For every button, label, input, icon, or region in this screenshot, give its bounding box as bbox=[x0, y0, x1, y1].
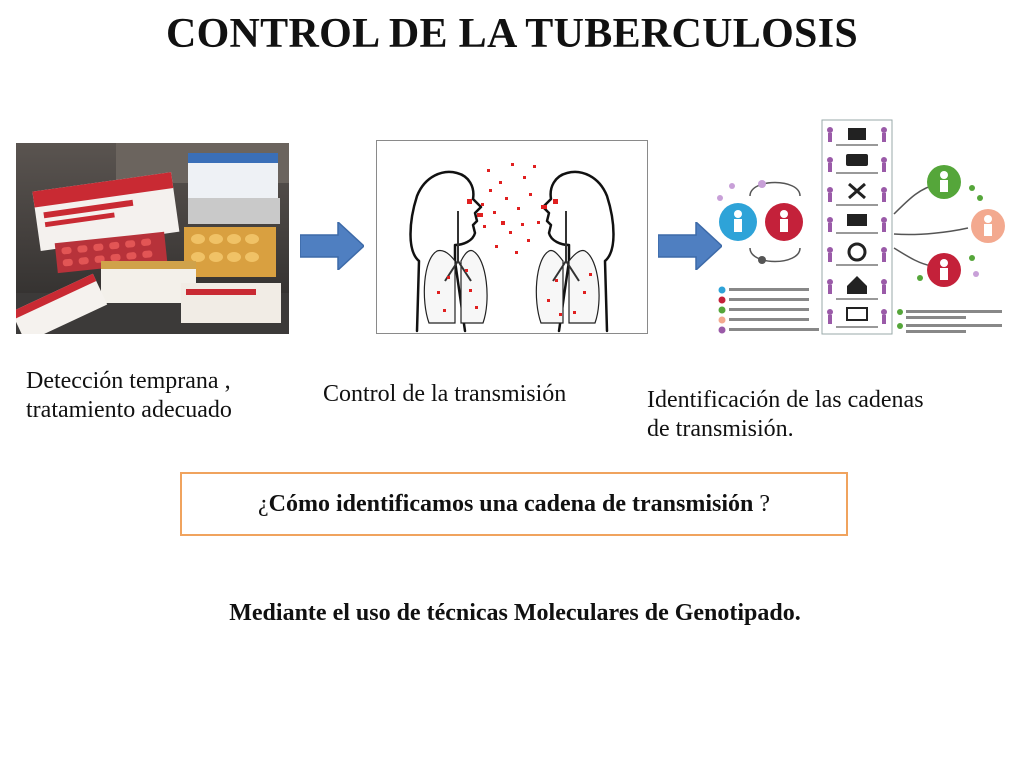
transmission-chain-icon bbox=[710, 118, 1010, 340]
pill-boxes-icon bbox=[16, 143, 289, 334]
transmission-illustration bbox=[376, 140, 648, 334]
caption-chains-line2: de transmisión. bbox=[647, 416, 794, 442]
question-bold: Cómo identificamos una cadena de transmisión bbox=[268, 491, 754, 517]
answer-text: Mediante el uso de técnicas Moleculares de Genotipado. bbox=[229, 600, 801, 626]
two-heads-lungs-icon bbox=[377, 141, 647, 333]
transmission-chain-diagram bbox=[710, 118, 1010, 340]
question-box bbox=[180, 472, 848, 536]
caption-transmission-control: Control de la transmisión bbox=[323, 381, 567, 407]
question-suffix: ? bbox=[753, 491, 770, 517]
caption-early-detection-line1: Detección temprana , bbox=[26, 368, 231, 394]
medication-photo bbox=[16, 143, 289, 334]
caption-early-detection bbox=[26, 367, 316, 425]
arrow-right-icon bbox=[300, 222, 364, 270]
question-prefix: ¿ bbox=[258, 491, 269, 517]
caption-early-detection-line2: tratamiento adecuado bbox=[26, 397, 232, 423]
caption-chains-line1: Identificación de las cadenas bbox=[647, 387, 924, 413]
slide-title: CONTROL DE LA TUBERCULOSIS bbox=[165, 11, 859, 57]
question-text bbox=[182, 491, 846, 518]
caption-transmission-chains bbox=[647, 386, 1007, 444]
